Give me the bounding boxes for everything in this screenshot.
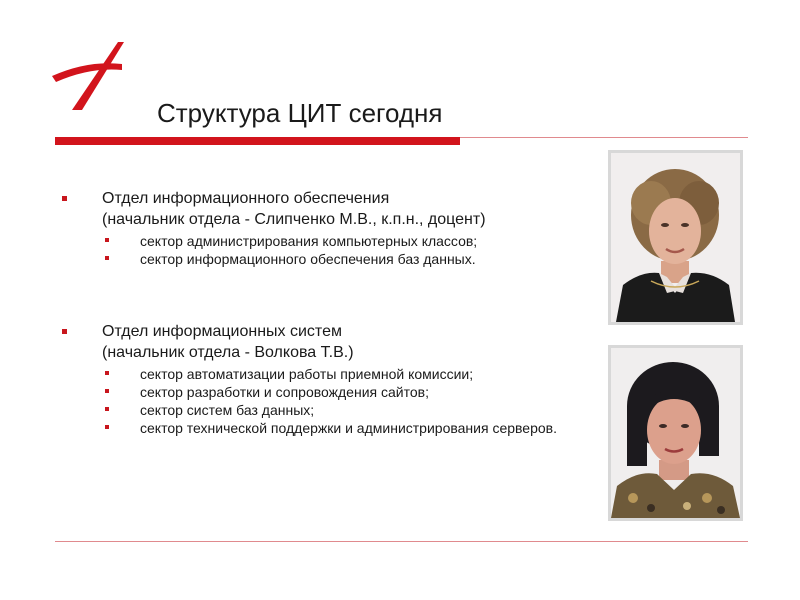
sector-text: сектор технической поддержки и администрирования серверов. xyxy=(140,420,557,436)
sector-item xyxy=(62,232,580,250)
bullet-icon xyxy=(105,389,109,393)
sector-item xyxy=(62,383,580,401)
department-head: (начальник отдела - Слипченко М.В., к.п.н., доцент) xyxy=(102,211,486,228)
bullet-icon xyxy=(62,196,67,201)
bullet-icon xyxy=(105,238,109,242)
department-section-1 xyxy=(62,188,602,268)
bullet-icon xyxy=(62,329,67,334)
sector-item xyxy=(62,401,580,419)
sector-text: сектор разработки и сопровождения сайтов; xyxy=(140,384,429,400)
footer-divider xyxy=(55,541,748,542)
department-section-2 xyxy=(62,321,602,437)
portrait-photo-1 xyxy=(608,150,743,325)
sector-text: сектор информационного обеспечения баз данных. xyxy=(140,251,476,267)
title-underline-thick xyxy=(55,137,460,145)
department-name xyxy=(62,321,602,342)
bullet-icon xyxy=(105,425,109,429)
bullet-icon xyxy=(105,407,109,411)
sector-item xyxy=(62,250,580,268)
department-name xyxy=(62,188,602,209)
sector-text: сектор администрирования компьютерных классов; xyxy=(140,233,478,249)
bullet-icon xyxy=(105,371,109,375)
logo-icon xyxy=(52,40,124,110)
department-name-text: Отдел информационного обеспечения xyxy=(102,190,390,207)
department-name-text: Отдел информационных систем xyxy=(102,323,342,340)
department-head: (начальник отдела - Волкова Т.В.) xyxy=(102,344,354,361)
sector-text: сектор систем баз данных; xyxy=(140,402,315,418)
sector-item xyxy=(62,419,580,437)
sector-item xyxy=(62,365,580,383)
slide-title: Структура ЦИТ сегодня xyxy=(157,98,443,128)
portrait-photo-2 xyxy=(608,345,743,521)
bullet-icon xyxy=(105,256,109,260)
sector-text: сектор автоматизации работы приемной комиссии; xyxy=(140,366,474,382)
